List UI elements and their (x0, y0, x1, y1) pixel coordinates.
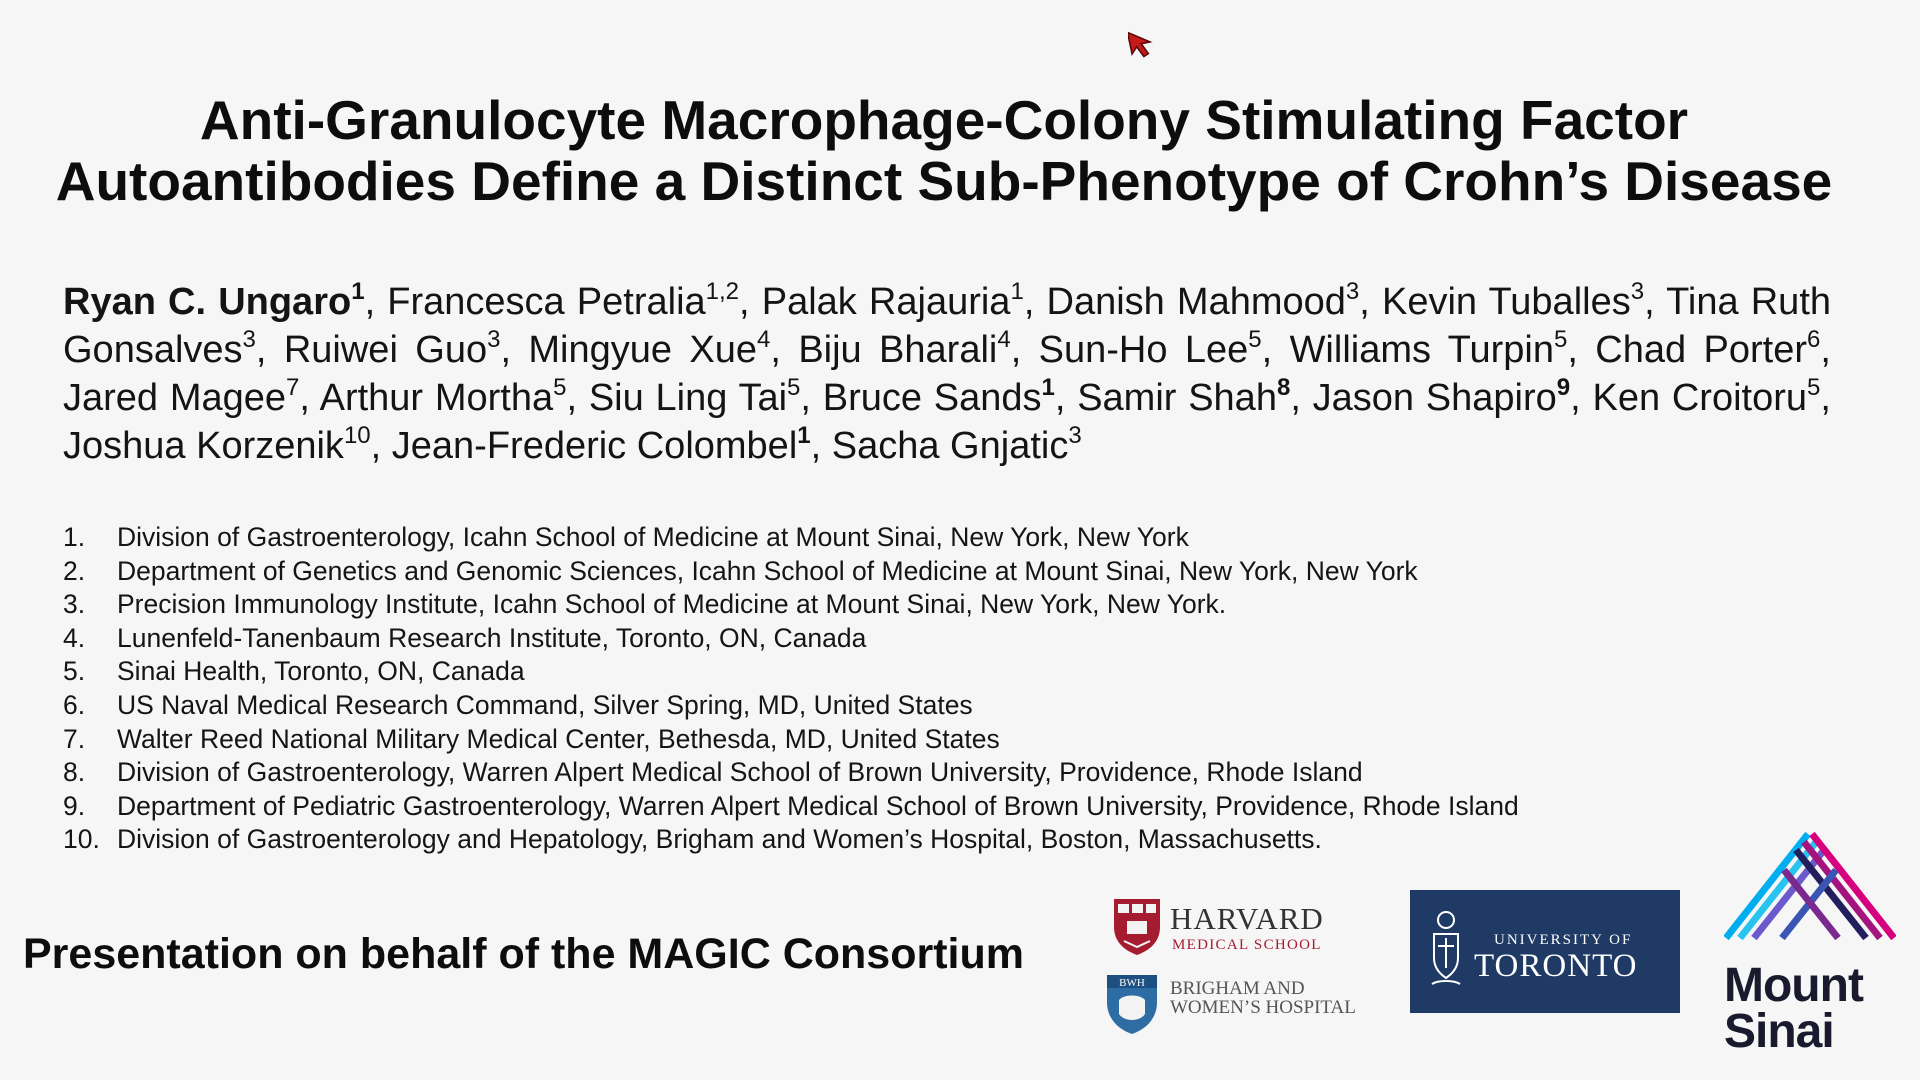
author-affiliation-marker: 8 (1276, 374, 1291, 401)
affiliation-number: 2. (63, 555, 86, 586)
brigham-womens-hospital-logo (1104, 970, 1364, 1040)
author-name: Jean-Frederic Colombel (391, 425, 798, 467)
author-entry (831, 422, 1082, 467)
sinai-wordmark: Sinai (1724, 1005, 1834, 1058)
brigham-wordmark: BRIGHAM AND (1170, 978, 1305, 999)
author-name: Francesca Petralia (387, 281, 706, 323)
affiliation-text: Division of Gastroenterology, Icahn School of Medicine at Mount Sinai, New York, New York (117, 522, 1189, 552)
university-of-toronto-logo (1410, 890, 1680, 1013)
author-name: Arthur Mortha (319, 377, 554, 419)
author-name: Samir Shah (1077, 377, 1277, 419)
mount-sinai-mountain-icon (1724, 826, 1896, 940)
affiliation-number: 10. (63, 824, 100, 855)
harvard-medical-school-logo (1110, 897, 1370, 959)
author-affiliation-marker: 6 (1806, 326, 1821, 353)
author-affiliation-marker: 3 (1630, 278, 1645, 305)
affiliation-text: Division of Gastroenterology, Warren Alpert Medical School of Brown University, Providence, Rhode Island (117, 757, 1363, 788)
author-affiliation-marker: 1,2 (705, 278, 740, 305)
author-name: Tina Ruth Gonsalves (63, 281, 1832, 371)
author-entry (1038, 326, 1262, 371)
affiliation-item (63, 689, 1763, 723)
author-list: Ryan C. Ungaro$^1$, Francesca Petralia$^{1,2}$, Palak Rajauria$^1$, Danish Mahmood$^3$, Kevin Tuballes$^3$, Tina Ruth Gonsalves$^3$, Ruiwei Guo$^3$, Mingyue Xue$^4$, Biju Bharali$^4$, Sun-Ho Lee$^5$, Williams Turpin$^5$, Chad Porter$^6$, Jared Magee$^7$, Arthur Mortha$^5$, Siu Ling Tai$^5$, Bruce Sands$^1$, Samir Shah$^8$, Jason Shapiro$^9$, Ken Croitoru$^5$, Joshua Korzenik$^{10}$, Jean-Frederic Colombel$^1$, Sacha Gnjatic$^3$ (63, 278, 1832, 467)
affiliation-number: 7. (63, 723, 86, 754)
author-entry (387, 278, 740, 323)
author-entry (822, 374, 1055, 419)
author-affiliation-marker: 4 (757, 326, 771, 353)
mount-wordmark: Mount (1724, 959, 1863, 1012)
author-affiliation-marker: 7 (286, 374, 300, 401)
author-affiliation-marker: 5 (787, 374, 801, 401)
affiliation-text: Precision Immunology Institute, Icahn School of Medicine at Mount Sinai, New York, New York. (117, 589, 1227, 620)
author-entry (283, 326, 501, 371)
author-entry (1046, 278, 1360, 323)
toronto-crest-icon (1426, 906, 1466, 994)
affiliation-number: 3. (63, 589, 86, 620)
author-affiliation-marker: 4 (997, 326, 1011, 353)
affiliation-item (63, 622, 1763, 656)
author-affiliation-marker: 3 (1345, 278, 1360, 305)
presentation-note: Presentation on behalf of the MAGIC Consortium (23, 930, 1024, 978)
author-entry (319, 374, 567, 419)
affiliation-number: 8. (63, 757, 86, 788)
affiliation-text: Division of Gastroenterology and Hepatology, Brigham and Women’s Hospital, Boston, Massachusetts. (117, 824, 1322, 855)
author-entry (1312, 374, 1571, 419)
affiliation-list (63, 521, 1763, 857)
author-entry (391, 422, 811, 467)
author-entry (761, 278, 1024, 323)
author-entry (1077, 374, 1291, 419)
author-affiliation-marker: 3 (487, 326, 501, 353)
harvard-shield-icon (1112, 897, 1162, 957)
author-name: Kevin Tuballes (1381, 281, 1631, 323)
toronto-wordmark: TORONTO (1474, 948, 1638, 984)
title-line-1: Anti-Granulocyte Macrophage-Colony Stimulating Factor (199, 89, 1689, 151)
affiliation-item (63, 655, 1763, 689)
bwh-shield-icon (1104, 972, 1160, 1036)
author-entry (1595, 326, 1821, 371)
affiliation-text: US Naval Medical Research Command, Silver Spring, MD, United States (117, 689, 973, 720)
author-name: Ryan C. Ungaro (63, 281, 352, 323)
affiliation-text: Walter Reed National Military Medical Center, Bethesda, MD, United States (117, 723, 1000, 754)
affiliation-item (63, 756, 1763, 790)
affiliation-item (63, 790, 1763, 824)
author-affiliation-marker: 10 (343, 422, 371, 449)
author-name: Sun-Ho Lee (1038, 329, 1249, 371)
title-line-2: Autoantibodies Define a Distinct Sub-Phenotype of Crohn’s Disease (55, 150, 1833, 212)
author-name: Jared Magee (63, 377, 287, 419)
author-entry (63, 422, 371, 467)
author-entry (1381, 278, 1645, 323)
author-name: Danish Mahmood (1046, 281, 1346, 323)
affiliation-text: Sinai Health, Toronto, ON, Canada (117, 656, 525, 687)
author-affiliation-marker: 1 (1041, 374, 1055, 401)
author-affiliation-marker: 1 (797, 422, 811, 449)
author-name: Williams Turpin (1289, 329, 1554, 371)
author-entry (528, 326, 771, 371)
author-entry (63, 374, 300, 419)
author-name: Ruiwei Guo (283, 329, 488, 371)
university-of-wordmark: UNIVERSITY OF (1494, 932, 1633, 948)
author-name: Joshua Korzenik (63, 425, 344, 467)
bwh-shield-text: BWH (1119, 977, 1145, 989)
slide-title (0, 90, 1888, 212)
affiliation-number: 5. (63, 656, 86, 687)
author-name: Jason Shapiro (1312, 377, 1557, 419)
author-entry (798, 326, 1011, 371)
affiliation-item (63, 588, 1763, 622)
author-name: Siu Ling Tai (588, 377, 788, 419)
author-entry (1592, 374, 1821, 419)
affiliation-item (63, 723, 1763, 757)
author-name: Mingyue Xue (528, 329, 758, 371)
author-affiliation-marker: 5 (553, 374, 567, 401)
author-affiliation-marker: 5 (1807, 374, 1821, 401)
affiliation-text: Lunenfeld-Tanenbaum Research Institute, Toronto, ON, Canada (117, 622, 867, 653)
affiliation-number: 4. (63, 622, 86, 653)
affiliation-text: Department of Genetics and Genomic Sciences, Icahn School of Medicine at Mount Sinai, New York, New York (117, 555, 1418, 586)
medical-school-wordmark: MEDICAL SCHOOL (1172, 937, 1322, 953)
affiliation-number: 1. (63, 522, 86, 552)
affiliation-item (63, 555, 1763, 589)
author-name: Biju Bharali (798, 329, 998, 371)
womens-hospital-wordmark: WOMEN’S HOSPITAL (1170, 997, 1356, 1018)
author-affiliation-marker: 9 (1556, 374, 1571, 401)
affiliation-item (63, 521, 1763, 555)
author-name: Palak Rajauria (761, 281, 1011, 323)
author-name: Sacha Gnjatic (831, 425, 1069, 467)
author-affiliation-marker: 1 (351, 278, 365, 305)
author-affiliation-marker: 5 (1553, 326, 1568, 353)
author-name: Ken Croitoru (1592, 377, 1808, 419)
author-name: Bruce Sands (822, 377, 1042, 419)
author-entry (1289, 326, 1568, 371)
author-affiliation-marker: 1 (1010, 278, 1024, 305)
author-affiliation-marker: 3 (1068, 422, 1082, 449)
mouse-pointer-icon (1128, 28, 1162, 64)
harvard-wordmark: HARVARD (1170, 901, 1324, 936)
affiliation-number: 9. (63, 790, 86, 821)
author-entry (588, 374, 801, 419)
affiliation-item (63, 823, 1763, 857)
affiliation-text: Department of Pediatric Gastroenterology, Warren Alpert Medical School of Brown University, Providence, Rhode Island (117, 790, 1519, 821)
author-affiliation-marker: 5 (1248, 326, 1262, 353)
affiliation-number: 6. (63, 689, 86, 720)
author-affiliation-marker: 3 (242, 326, 256, 353)
author-entry (63, 278, 365, 323)
mount-sinai-logo (1722, 826, 1898, 1056)
author-name: Chad Porter (1595, 329, 1807, 371)
